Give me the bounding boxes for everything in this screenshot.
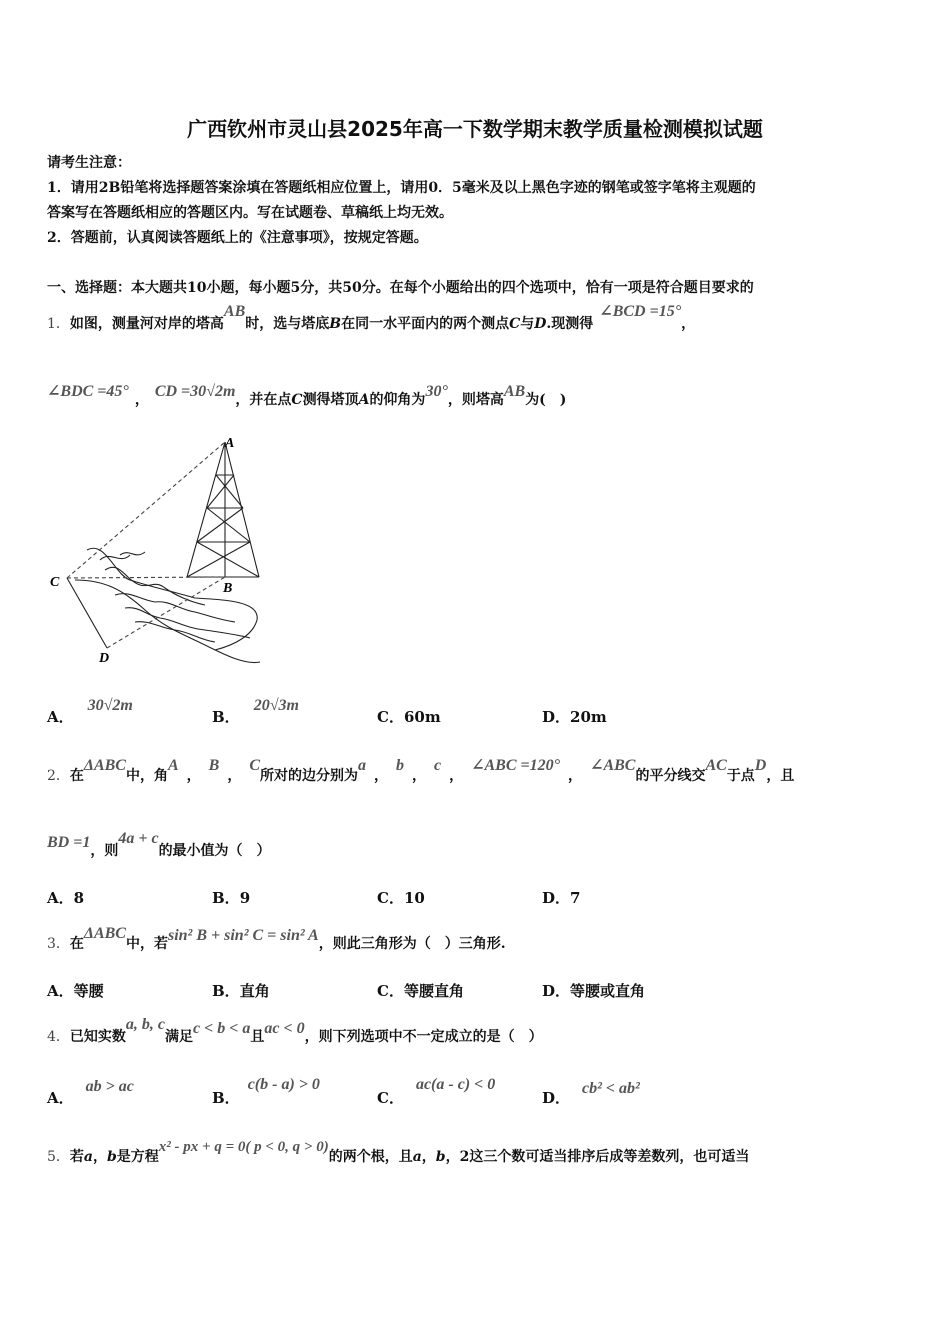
tower-left-leg — [187, 442, 225, 577]
question-2-line-2: BD =1，则4a + c的最小值为（ ） — [47, 830, 271, 859]
label-C: C — [50, 575, 60, 590]
baseline-CB — [67, 577, 225, 578]
q3-option-d[interactable]: D．等腰或直角 — [542, 982, 646, 1000]
question-3: 3．在ΔABC中，若sin² B + sin² C = sin² A，则此三角形为（ ）三角形. — [47, 925, 506, 952]
section-heading: 一、选择题：本大题共10小题，每小题5分，共50分。在每个小题给出的四个选项中，恰有一项是符合题目要求的 — [47, 280, 754, 296]
question-1-line-1: 1．如图，测量河对岸的塔高AB时，选与塔底B在同一水平面内的两个测点C与D.现测得∠BCD =15°， — [47, 303, 696, 332]
q3-option-c[interactable]: C．等腰直角 — [377, 982, 464, 1000]
q2-option-a[interactable]: A．8 — [47, 889, 85, 907]
question-2-line-1: 2．在ΔABC中，角A，B，C所对的边分别为a，b，c，∠ABC =120°，∠ABC的平分线交AC于点D，且 — [47, 757, 795, 784]
q2-option-b[interactable]: B．9 — [212, 889, 251, 907]
q4-option-d[interactable]: D．cb² < ab² — [542, 1080, 640, 1107]
q1-option-d[interactable]: D．20m — [542, 708, 607, 726]
q4-option-b[interactable]: B．c(b - a) > 0 — [212, 1076, 320, 1107]
tower-figure — [45, 430, 270, 670]
q2-option-d[interactable]: D．7 — [542, 889, 581, 907]
question-4: 4．已知实数a, b, c满足c < b < a且ac < 0，则下列选项中不一定成立的是（ ） — [47, 1016, 543, 1045]
notice-line-1: 1．请用2B铅笔将选择题答案涂填在答题纸相应位置上，请用0．5毫米及以上黑色字迹的钢笔或签字笔将主观题的 — [47, 180, 756, 196]
q3-option-a[interactable]: A．等腰 — [47, 982, 104, 1000]
label-A: A — [225, 436, 235, 451]
q3-option-b[interactable]: B．直角 — [212, 982, 270, 1000]
question-1-line-2: ∠BDC =45° ， CD =30√2m，并在点C测得塔顶A的仰角为30°，则塔高AB为( ) — [47, 383, 567, 408]
q1-option-c[interactable]: C．60m — [377, 708, 441, 726]
question-5: 5．若a，b是方程x² - px + q = 0( p < 0, q > 0)的两个根，且a，b，2这三个数可适当排序后成等差数列，也可适当 — [47, 1139, 750, 1165]
label-D: D — [99, 651, 110, 666]
tower-right-leg — [225, 442, 259, 577]
page-title: 广西钦州市灵山县2025年高一下数学期末教学质量检测模拟试题 — [187, 117, 763, 141]
q1-option-a[interactable]: A．30√2m — [47, 697, 133, 726]
baseline-DB — [107, 577, 225, 648]
sight-line-CA — [67, 442, 225, 578]
q1-option-b[interactable]: B．20√3m — [212, 697, 299, 726]
label-B: B — [223, 581, 233, 596]
notice-heading: 请考生注意： — [47, 155, 131, 171]
notice-line-3: 2．答题前，认真阅读答题纸上的《注意事项》，按规定答题。 — [47, 230, 428, 246]
q2-option-c[interactable]: C．10 — [377, 889, 425, 907]
q4-option-a[interactable]: A．ab > ac — [47, 1078, 134, 1107]
notice-line-2: 答案写在答题纸相应的答题区内。写在试题卷、草稿纸上均无效。 — [47, 205, 453, 221]
q4-option-c[interactable]: C．ac(a - c) < 0 — [377, 1076, 496, 1107]
